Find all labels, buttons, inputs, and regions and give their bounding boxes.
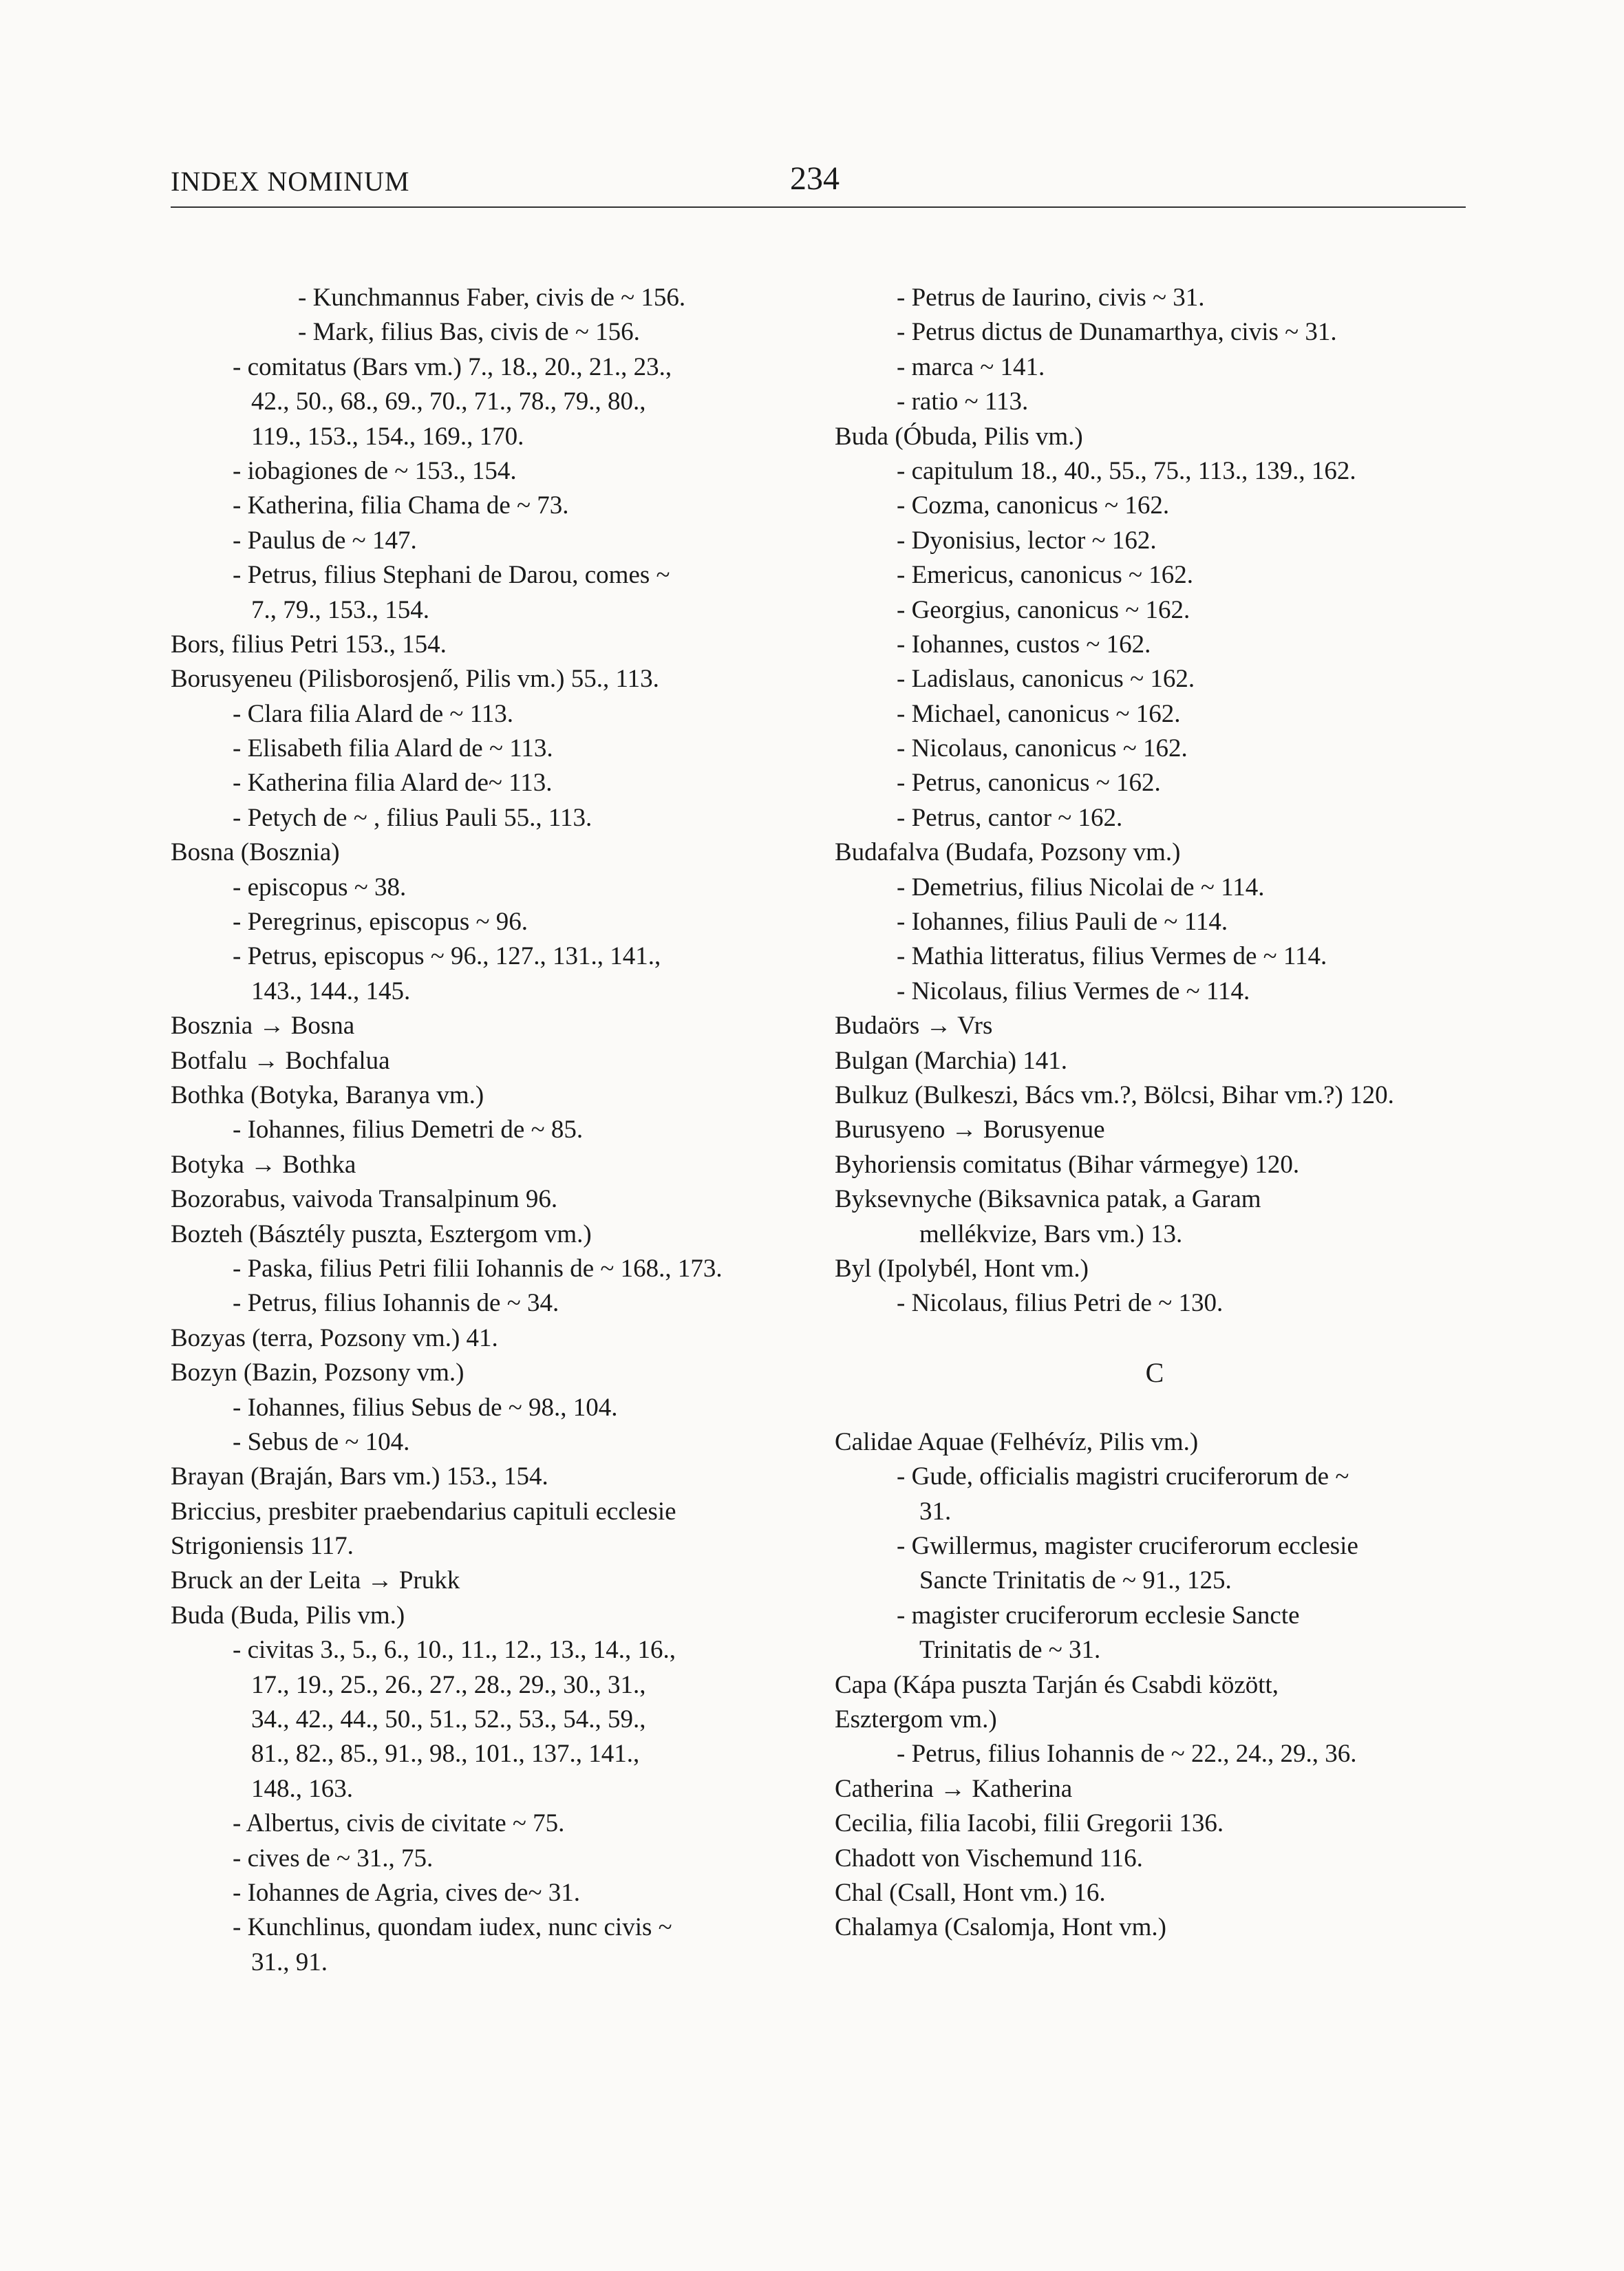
index-subentry: - ratio ~ 113. [897, 387, 1029, 416]
index-subentry: - Dyonisius, lector ~ 162. [897, 526, 1157, 555]
index-entry: Strigoniensis 117. [171, 1532, 354, 1561]
index-subentry: 143., 144., 145. [251, 977, 411, 1005]
index-subentry: - Petrus, cantor ~ 162. [897, 803, 1123, 832]
index-subentry: - Petrus, episcopus ~ 96., 127., 131., 141., [233, 942, 661, 971]
index-subentry: - Petrus, canonicus ~ 162. [897, 769, 1161, 798]
index-subentry: - Petych de ~ , filius Pauli 55., 113. [233, 803, 592, 832]
index-subentry: - Petrus, filius Iohannis de ~ 34. [233, 1289, 559, 1318]
index-subentry: - civitas 3., 5., 6., 10., 11., 12., 13., 14., 16., [233, 1636, 676, 1665]
index-subentry: - Michael, canonicus ~ 162. [897, 699, 1181, 728]
index-entry: Chal (Csall, Hont vm.) 16. [835, 1878, 1106, 1907]
index-subentry: - Albertus, civis de civitate ~ 75. [233, 1809, 565, 1838]
index-entry: Borusyeneu (Pilisborosjenő, Pilis vm.) 55., 113. [171, 665, 659, 694]
index-subentry: Sancte Trinitatis de ~ 91., 125. [919, 1566, 1232, 1595]
index-entry: Bozyas (terra, Pozsony vm.) 41. [171, 1323, 498, 1352]
index-subentry: - Kunchlinus, quondam iudex, nunc civis ~ [233, 1913, 672, 1942]
index-subentry: - Elisabeth filia Alard de ~ 113. [233, 734, 553, 763]
index-entry: Bulkuz (Bulkeszi, Bács vm.?, Bölcsi, Bihar vm.?) 120. [835, 1080, 1394, 1109]
index-subentry: - Iohannes, filius Sebus de ~ 98., 104. [233, 1393, 618, 1422]
index-entry: Esztergom vm.) [835, 1705, 997, 1734]
index-subentry: - Mark, filius Bas, civis de ~ 156. [298, 318, 640, 347]
index-subentry: - Iohannes, filius Pauli de ~ 114. [897, 908, 1228, 937]
index-entry: Briccius, presbiter praebendarius capituli ecclesie [171, 1497, 676, 1526]
index-subentry: - Peregrinus, episcopus ~ 96. [233, 908, 528, 937]
index-subentry: - Paulus de ~ 147. [233, 526, 417, 555]
index-subentry: - Clara filia Alard de ~ 113. [233, 699, 514, 728]
index-entry: Byl (Ipolybél, Hont vm.) [835, 1254, 1089, 1283]
index-entry: Bosna (Bosznia) [171, 838, 340, 867]
index-entry: Bosznia → Bosna [171, 1012, 355, 1041]
index-entry: Bozteh (Básztély puszta, Esztergom vm.) [171, 1219, 592, 1248]
index-subentry: - Nicolaus, filius Vermes de ~ 114. [897, 977, 1250, 1005]
index-subentry: 81., 82., 85., 91., 98., 101., 137., 141., [251, 1740, 640, 1769]
running-title: INDEX NOMINUM [171, 166, 410, 197]
index-entry: Botfalu → Bochfalua [171, 1046, 390, 1075]
index-subentry: - Georgius, canonicus ~ 162. [897, 595, 1190, 624]
index-entry: Budafalva (Budafa, Pozsony vm.) [835, 838, 1181, 867]
index-entry: Bozyn (Bazin, Pozsony vm.) [171, 1358, 464, 1387]
index-entry: Calidae Aquae (Felhévíz, Pilis vm.) [835, 1427, 1199, 1456]
index-subentry: 42., 50., 68., 69., 70., 71., 78., 79., 80., [251, 387, 646, 416]
index-entry: Chalamya (Csalomja, Hont vm.) [835, 1913, 1166, 1942]
index-subentry: - Petrus de Iaurino, civis ~ 31. [897, 284, 1205, 312]
index-subentry: 17., 19., 25., 26., 27., 28., 29., 30., 31., [251, 1670, 646, 1699]
index-subentry: Trinitatis de ~ 31. [919, 1636, 1101, 1665]
index-subentry: - cives de ~ 31., 75. [233, 1844, 434, 1873]
index-subentry: - Ladislaus, canonicus ~ 162. [897, 665, 1195, 694]
index-entry: Bozorabus, vaivoda Transalpinum 96. [171, 1185, 558, 1214]
index-subentry: - Petrus dictus de Dunamarthya, civis ~ 31. [897, 318, 1337, 347]
index-subentry: 31. [919, 1497, 952, 1526]
index-entry: Byhoriensis comitatus (Bihar vármegye) 120. [835, 1150, 1300, 1179]
index-subentry: 34., 42., 44., 50., 51., 52., 53., 54., 59., [251, 1705, 646, 1734]
index-column-right [835, 281, 1475, 1945]
index-entry: Bruck an der Leita → Prukk [171, 1566, 460, 1595]
index-subentry: 31., 91. [251, 1948, 328, 1976]
index-subentry: - Mathia litteratus, filius Vermes de ~ 114. [897, 942, 1327, 971]
index-subentry: 119., 153., 154., 169., 170. [251, 422, 524, 451]
index-subentry: - Katherina filia Alard de~ 113. [233, 769, 553, 798]
section-letter: C [1145, 1357, 1164, 1389]
index-subentry: 148., 163. [251, 1774, 353, 1803]
index-entry: Bors, filius Petri 153., 154. [171, 630, 447, 659]
index-subentry: - Nicolaus, filius Petri de ~ 130. [897, 1289, 1224, 1318]
index-subentry: mellékvize, Bars vm.) 13. [919, 1219, 1183, 1248]
index-subentry: - Kunchmannus Faber, civis de ~ 156. [298, 284, 686, 312]
index-subentry: - Iohannes de Agria, cives de~ 31. [233, 1878, 580, 1907]
index-subentry: - magister cruciferorum ecclesie Sancte [897, 1601, 1300, 1630]
index-subentry: 7., 79., 153., 154. [251, 595, 429, 624]
index-subentry: - comitatus (Bars vm.) 7., 18., 20., 21., 23., [233, 352, 672, 381]
index-subentry: - Katherina, filia Chama de ~ 73. [233, 491, 569, 520]
blank-line [835, 1321, 1475, 1356]
index-entry: Buda (Buda, Pilis vm.) [171, 1601, 405, 1630]
index-subentry: - marca ~ 141. [897, 352, 1045, 381]
page-number: 234 [790, 160, 840, 197]
index-subentry: - Demetrius, filius Nicolai de ~ 114. [897, 873, 1265, 902]
index-subentry: - Emericus, canonicus ~ 162. [897, 561, 1194, 590]
index-subentry: - Gude, officialis magistri cruciferorum de ~ [897, 1462, 1349, 1491]
page-header [171, 157, 1466, 208]
index-entry: Buda (Óbuda, Pilis vm.) [835, 422, 1083, 451]
index-subentry: - Cozma, canonicus ~ 162. [897, 491, 1170, 520]
index-subentry: - Iohannes, filius Demetri de ~ 85. [233, 1116, 584, 1144]
index-subentry: - Petrus, filius Iohannis de ~ 22., 24., 29., 36. [897, 1740, 1357, 1769]
index-subentry: - Nicolaus, canonicus ~ 162. [897, 734, 1188, 763]
blank-line [835, 1391, 1475, 1425]
index-entry: Bothka (Botyka, Baranya vm.) [171, 1080, 484, 1109]
index-subentry: - iobagiones de ~ 153., 154. [233, 456, 517, 485]
index-subentry: - Paska, filius Petri filii Iohannis de ~ 168., 173. [233, 1254, 723, 1283]
index-subentry: - capitulum 18., 40., 55., 75., 113., 139., 162. [897, 456, 1356, 485]
index-column-left [171, 281, 824, 1980]
index-subentry: - Sebus de ~ 104. [233, 1427, 410, 1456]
index-entry: Brayan (Braján, Bars vm.) 153., 154. [171, 1462, 548, 1491]
index-entry: Byksevnyche (Biksavnica patak, a Garam [835, 1185, 1261, 1214]
index-subentry: - Petrus, filius Stephani de Darou, comes ~ [233, 561, 670, 590]
index-subentry: - Gwillermus, magister cruciferorum ecclesie [897, 1532, 1358, 1561]
index-entry: Burusyeno → Borusyenue [835, 1116, 1105, 1144]
index-subentry: - Iohannes, custos ~ 162. [897, 630, 1151, 659]
index-entry: Budaörs → Vrs [835, 1012, 993, 1041]
index-entry: Catherina → Katherina [835, 1774, 1073, 1803]
index-entry: Chadott von Vischemund 116. [835, 1844, 1143, 1873]
index-subentry: - episcopus ~ 38. [233, 873, 407, 902]
index-entry: Bulgan (Marchia) 141. [835, 1046, 1068, 1075]
index-entry: Cecilia, filia Iacobi, filii Gregorii 136. [835, 1809, 1224, 1838]
index-entry: Capa (Kápa puszta Tarján és Csabdi között, [835, 1670, 1279, 1699]
index-entry: Botyka → Bothka [171, 1150, 356, 1179]
